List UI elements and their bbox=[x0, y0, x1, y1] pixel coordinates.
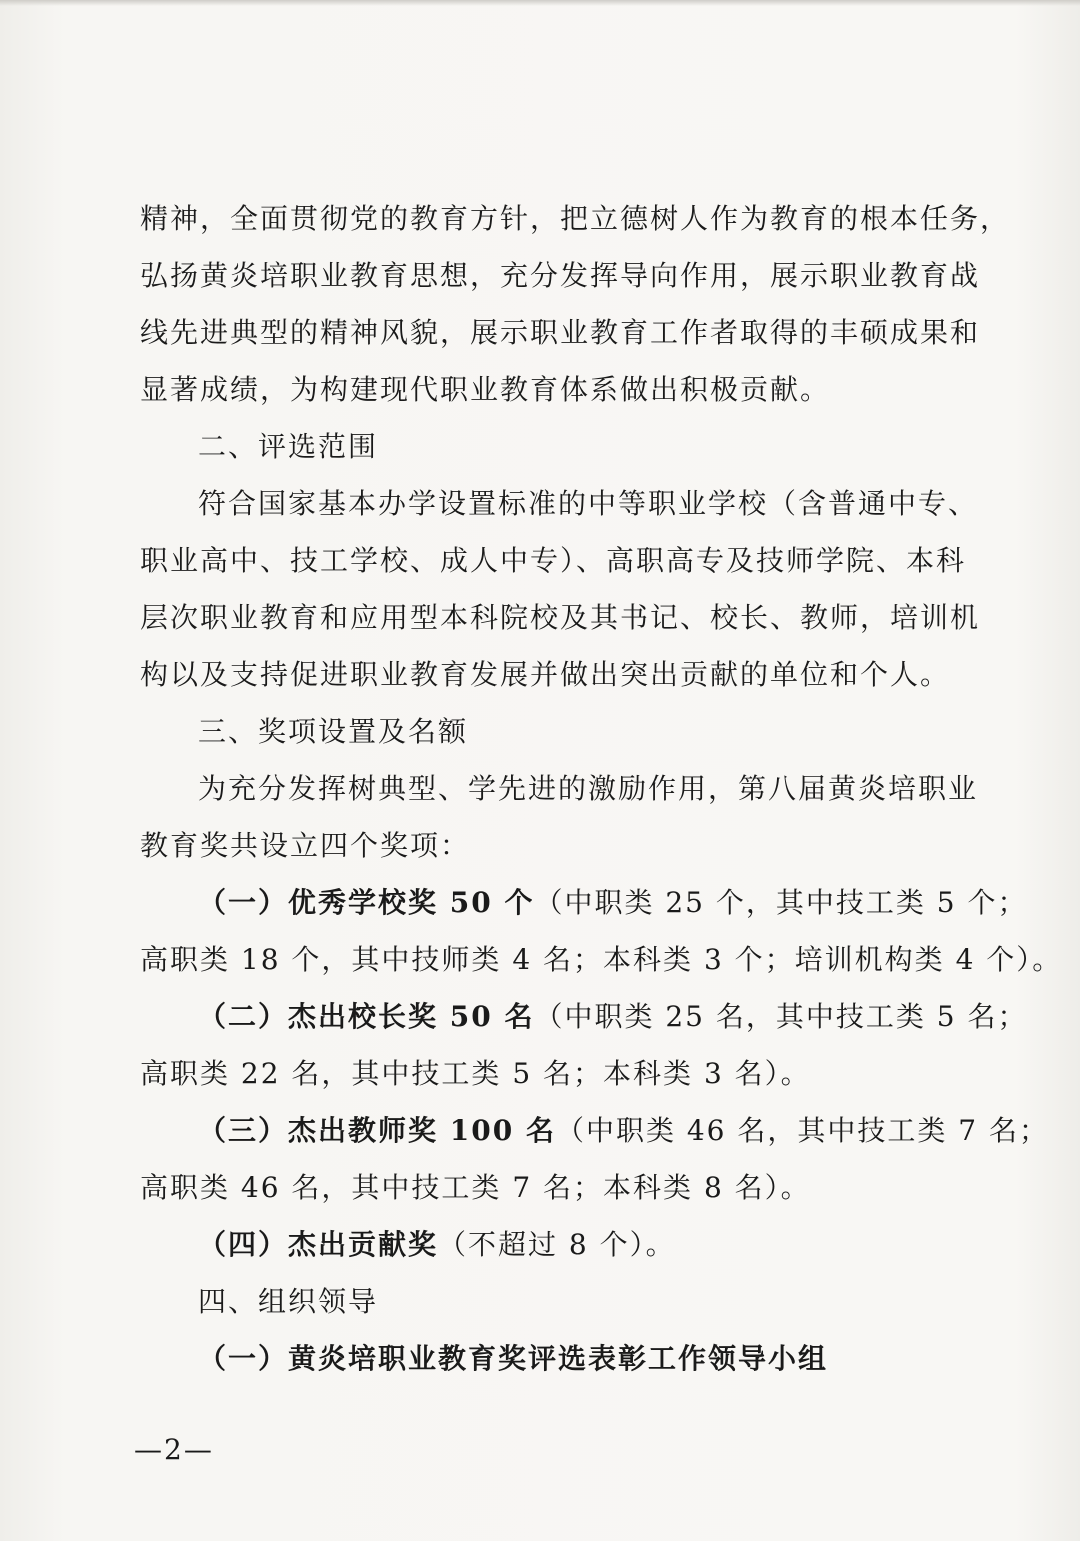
award-item-school bbox=[140, 874, 1028, 931]
paragraph-line: 精神，全面贯彻党的教育方针，把立德树人作为教育的根本任务， bbox=[140, 202, 1011, 235]
award-detail: （中职类 25 个，其中技工类 5 个； bbox=[534, 886, 1028, 919]
award-item-teacher bbox=[140, 1102, 1049, 1159]
page-number: —2— bbox=[134, 1433, 214, 1466]
paragraph-line: 构以及支持促进职业教育发展并做出突出贡献的单位和个人。 bbox=[140, 658, 951, 691]
section-heading-awards: 三、奖项设置及名额 bbox=[198, 715, 469, 748]
award-detail-line: 高职类 18 个，其中技师类 4 名；本科类 3 个；培训机构类 4 个）。 bbox=[140, 943, 1063, 976]
award-title-contribution: （四）杰出贡献奖 bbox=[198, 1228, 439, 1261]
award-detail-line: 高职类 22 名，其中技工类 5 名；本科类 3 名）。 bbox=[140, 1057, 811, 1090]
paragraph-line: 教育奖共设立四个奖项： bbox=[140, 829, 471, 862]
paragraph-line: 为充分发挥树典型、学先进的激励作用，第八届黄炎培职业 bbox=[198, 772, 979, 805]
section-heading-organization: 四、组织领导 bbox=[198, 1285, 379, 1318]
award-detail: （不超过 8 个）。 bbox=[438, 1228, 676, 1261]
section-heading-scope: 二、评选范围 bbox=[198, 430, 379, 463]
award-item-contribution bbox=[140, 1216, 960, 1273]
subsection-heading-leading-group: （一）黄炎培职业教育奖评选表彰工作领导小组 bbox=[198, 1342, 829, 1375]
paragraph-line: 符合国家基本办学设置标准的中等职业学校（含普通中专、 bbox=[198, 487, 979, 520]
award-detail: （中职类 25 名，其中技工类 5 名； bbox=[534, 1000, 1028, 1033]
paragraph-line: 职业高中、技工学校、成人中专）、高职高专及技师学院、本科 bbox=[140, 544, 967, 577]
award-title-principal: （二）杰出校长奖 50 名 bbox=[198, 1000, 535, 1033]
paragraph-line: 层次职业教育和应用型本科院校及其书记、校长、教师，培训机 bbox=[140, 601, 981, 634]
award-title-teacher: （三）杰出教师奖 100 名 bbox=[198, 1114, 556, 1147]
paragraph-line: 线先进典型的精神风貌，展示职业教育工作者取得的丰硕成果和 bbox=[140, 316, 981, 349]
award-detail: （中职类 46 名，其中技工类 7 名； bbox=[555, 1114, 1049, 1147]
award-detail-line: 高职类 46 名，其中技工类 7 名；本科类 8 名）。 bbox=[140, 1171, 811, 1204]
award-item-principal bbox=[140, 988, 1028, 1045]
paragraph-line: 显著成绩，为构建现代职业教育体系做出积极贡献。 bbox=[140, 373, 831, 406]
document-body bbox=[140, 190, 1063, 1387]
paragraph-line: 弘扬黄炎培职业教育思想，充分发挥导向作用，展示职业教育战 bbox=[140, 259, 981, 292]
scan-top-edge bbox=[0, 0, 1080, 6]
award-title-school: （一）优秀学校奖 50 个 bbox=[198, 886, 535, 919]
